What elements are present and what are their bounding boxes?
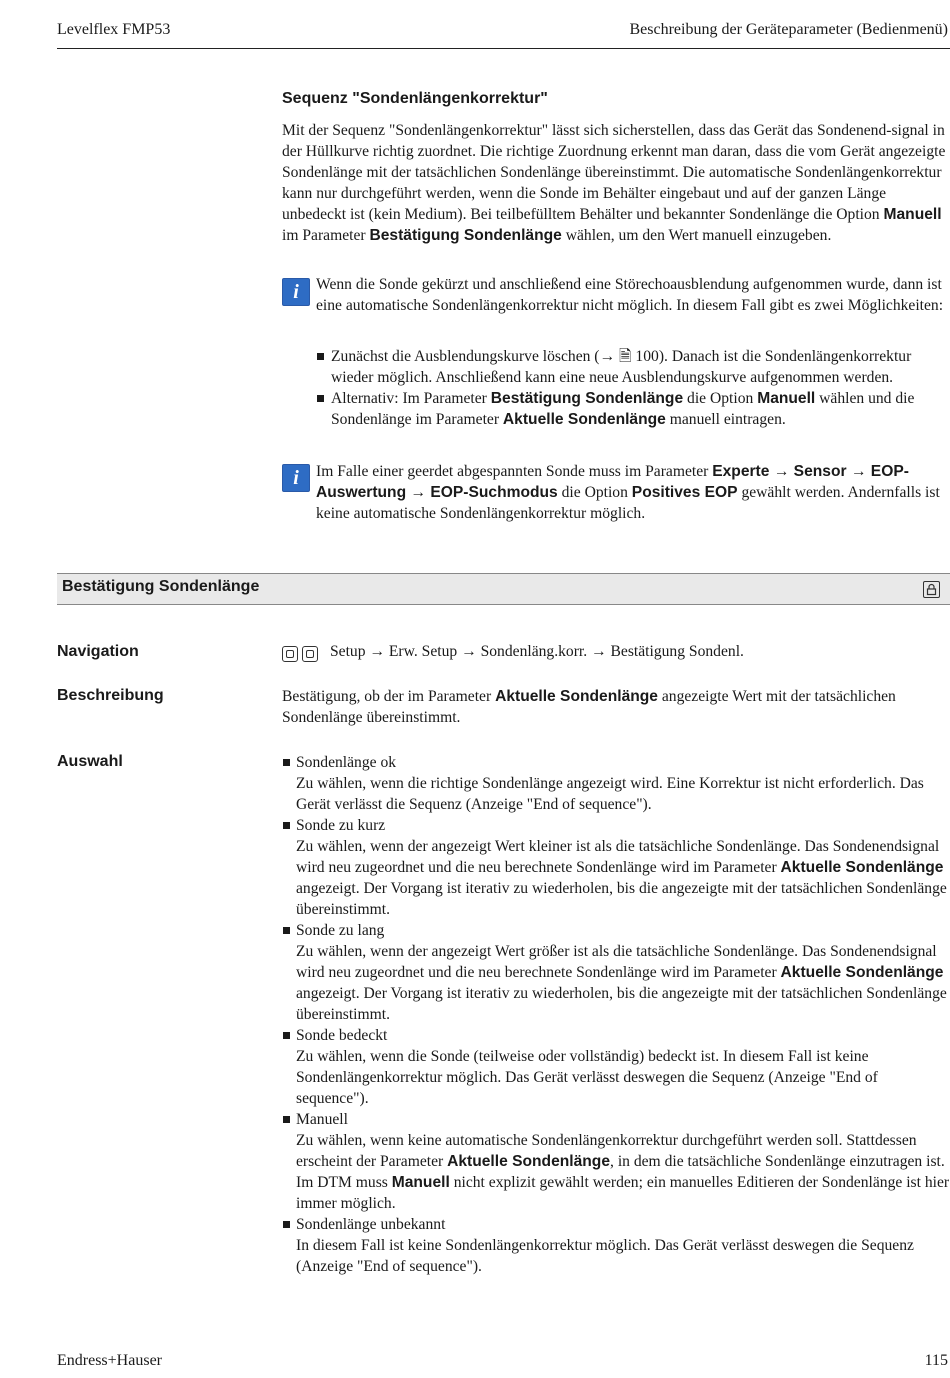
nav-icons (282, 645, 322, 663)
intro-text: wählen, um den Wert manuell einzugeben. (561, 227, 832, 244)
lock-icon (923, 581, 940, 598)
info-icon: i (282, 464, 310, 492)
operating-menu-icon (282, 646, 298, 662)
desc-bold: Aktuelle Sondenlänge (495, 688, 658, 705)
bullet-bold: Aktuelle Sondenlänge (502, 411, 666, 428)
bullet-bold: Bestätigung Sondenlänge (490, 390, 684, 407)
info-bullets (316, 346, 950, 430)
intro-bold-param: Bestätigung Sondenlänge (369, 227, 562, 244)
intro-text: Mit der Sequenz "Sondenlängenkorrektur" lässt sich sicherstellen, dass das Gerät das Sondenend-signal in der Hüllkurve richtig zuordnet. Die richtige Zuordnung erkennt man daran, dass die vom Gerät angezeigte Sondenlänge mit der tatsächlichen Sondenlänge übereinstimmt. Die automatische Sondenlängenkorrektur kann nur durchgeführt werden, wenn die Sonde im Behälter eingebaut und auf der ganzen Länge unbedeckt ist (kein Medium). Bei teilbefülltem Behälter und bekannter Sondenlänge die Option (282, 122, 946, 223)
bullet-bold: Manuell (757, 390, 816, 407)
option-item (282, 1109, 950, 1214)
sequence-intro (282, 120, 947, 246)
display-menu-icon (302, 646, 318, 662)
option-item (282, 1214, 950, 1277)
info-note-2 (316, 461, 950, 524)
info-bold-option: Positives EOP (631, 484, 738, 501)
option-text (296, 1130, 950, 1172)
option-bold: Aktuelle Sondenlänge (447, 1153, 611, 1170)
bullet-text: die Option (683, 390, 758, 407)
footer-brand: Endress+Hauser (57, 1352, 162, 1369)
option-text-part: Im DTM muss (296, 1174, 392, 1191)
info-text: die Option (557, 484, 632, 501)
bullet-text: manuell eintragen. (665, 411, 786, 428)
desc-text: angezeigte Wert mit der tatsächlichen Sondenlänge übereinstimmt. (282, 688, 896, 726)
page-number: 115 (924, 1352, 948, 1369)
beschreibung-text (282, 686, 947, 728)
option-text-part: , in dem die tatsächliche Sondenlänge einzutragen ist. (610, 1153, 945, 1170)
info-bold-path: Experte → Sensor → EOP-Auswertung → EOP-Suchmodus (316, 463, 909, 501)
list-item (316, 346, 950, 388)
option-text: Zu wählen, wenn die Sonde (teilweise oder vollständig) bedeckt ist. In diesem Fall ist keine Sondenlängenkorrektur möglich. Das Gerät verlässt deswegen die Sequenz (Anzeige "End of sequence"). (296, 1048, 878, 1107)
option-text (296, 836, 950, 920)
option-text: In diesem Fall ist keine Sondenlängenkorrektur möglich. Das Gerät verlässt deswegen die Sequenz (Anzeige "End of sequence"). (296, 1237, 914, 1275)
bullet-text: Zunächst die Ausblendungskurve löschen (→ 🗎 100). Danach ist die Sondenlängenkorrektur wieder möglich. Anschließend kann eine neue Ausblendungskurve aufgenommen werden. (331, 348, 912, 386)
option-item (282, 920, 950, 1025)
param-rule-bottom (57, 604, 950, 605)
navigation-label: Navigation (57, 643, 139, 660)
intro-text: im Parameter (282, 227, 370, 244)
option-text (296, 1172, 950, 1214)
option-text-part: angezeigt. Der Vorgang ist iterativ zu wiederholen, bis die angezeigte mit der tatsächlichen Sondenlänge übereinstimmt. (296, 985, 947, 1023)
option-text: Zu wählen, wenn die richtige Sondenlänge angezeigt wird. Eine Korrektur ist nicht erforderlich. Das Gerät verlässt die Sequenz (Anzeige "End of sequence"). (296, 775, 924, 813)
header-section: Beschreibung der Geräteparameter (Bedienmenü) (629, 21, 948, 38)
header-rule (57, 48, 950, 49)
option-bold: Aktuelle Sondenlänge (780, 859, 944, 876)
option-title: Sonde zu kurz (296, 817, 386, 834)
option-text-part: nicht explizit gewählt werden; ein manuelles Editieren der Sondenlänge ist hier immer möglich. (296, 1174, 950, 1212)
info-icon: i (282, 278, 310, 306)
option-text-part: Zu wählen, wenn der angezeigt Wert größer ist als die tatsächliche Sondenlänge. Das Sondenendsignal wird neu zugeordnet und die neu berechnete Sondenlänge wird im Parameter (296, 943, 937, 981)
sequence-title: Sequenz "Sondenlängenkorrektur" (282, 90, 548, 107)
info-text: gewählt werden. Andernfalls ist keine automatische Sondenlängenkorrektur möglich. (316, 484, 940, 522)
option-text-part: Zu wählen, wenn der angezeigt Wert kleiner ist als die tatsächliche Sondenlänge. Das Sondenendsignal wird neu zugeordnet und die neu berechnete Sondenlänge wird im Parameter (296, 838, 940, 876)
option-bold: Manuell (391, 1174, 450, 1191)
option-title: Manuell (296, 1111, 348, 1128)
bullet-text: wählen und die Sondenlänge im Parameter (331, 390, 915, 428)
bullet-text: Alternativ: Im Parameter (331, 390, 491, 407)
intro-bold-manuell: Manuell (883, 206, 942, 223)
option-title: Sonde bedeckt (296, 1027, 388, 1044)
option-title: Sondenlänge unbekannt (296, 1216, 446, 1233)
auswahl-label: Auswahl (57, 753, 123, 770)
list-item (316, 388, 950, 430)
option-text (296, 941, 950, 1025)
desc-text: Bestätigung, ob der im Parameter (282, 688, 496, 705)
header-product: Levelflex FMP53 (57, 21, 171, 38)
auswahl-list (282, 752, 950, 1277)
option-item (282, 1025, 950, 1109)
option-bold: Aktuelle Sondenlänge (780, 964, 944, 981)
info-note-1: Wenn die Sonde gekürzt und anschließend eine Störechoausblendung aufgenommen wurde, dann ist eine automatische Sondenlängenkorrektur nicht möglich. In diesem Fall gibt es zwei Möglichkeiten: (316, 276, 944, 314)
option-text-part: angezeigt. Der Vorgang ist iterativ zu wiederholen, bis die angezeigte mit der tatsächlichen Sondenlänge übereinstimmt. (296, 880, 947, 918)
param-title: Bestätigung Sondenlänge (62, 578, 260, 595)
option-text-part: Zu wählen, wenn keine automatische Sondenlängenkorrektur durchgeführt werden soll. Stattdessen erscheint der Parameter (296, 1132, 917, 1170)
option-item (282, 752, 950, 815)
option-title: Sondenlänge ok (296, 754, 397, 771)
navigation-path: Setup → Erw. Setup → Sondenläng.korr. → Bestätigung Sondenl. (330, 643, 744, 660)
option-title: Sonde zu lang (296, 922, 385, 939)
beschreibung-label: Beschreibung (57, 687, 164, 704)
info-text: Im Falle einer geerdet abgespannten Sonde muss im Parameter (316, 463, 713, 480)
option-item (282, 815, 950, 920)
